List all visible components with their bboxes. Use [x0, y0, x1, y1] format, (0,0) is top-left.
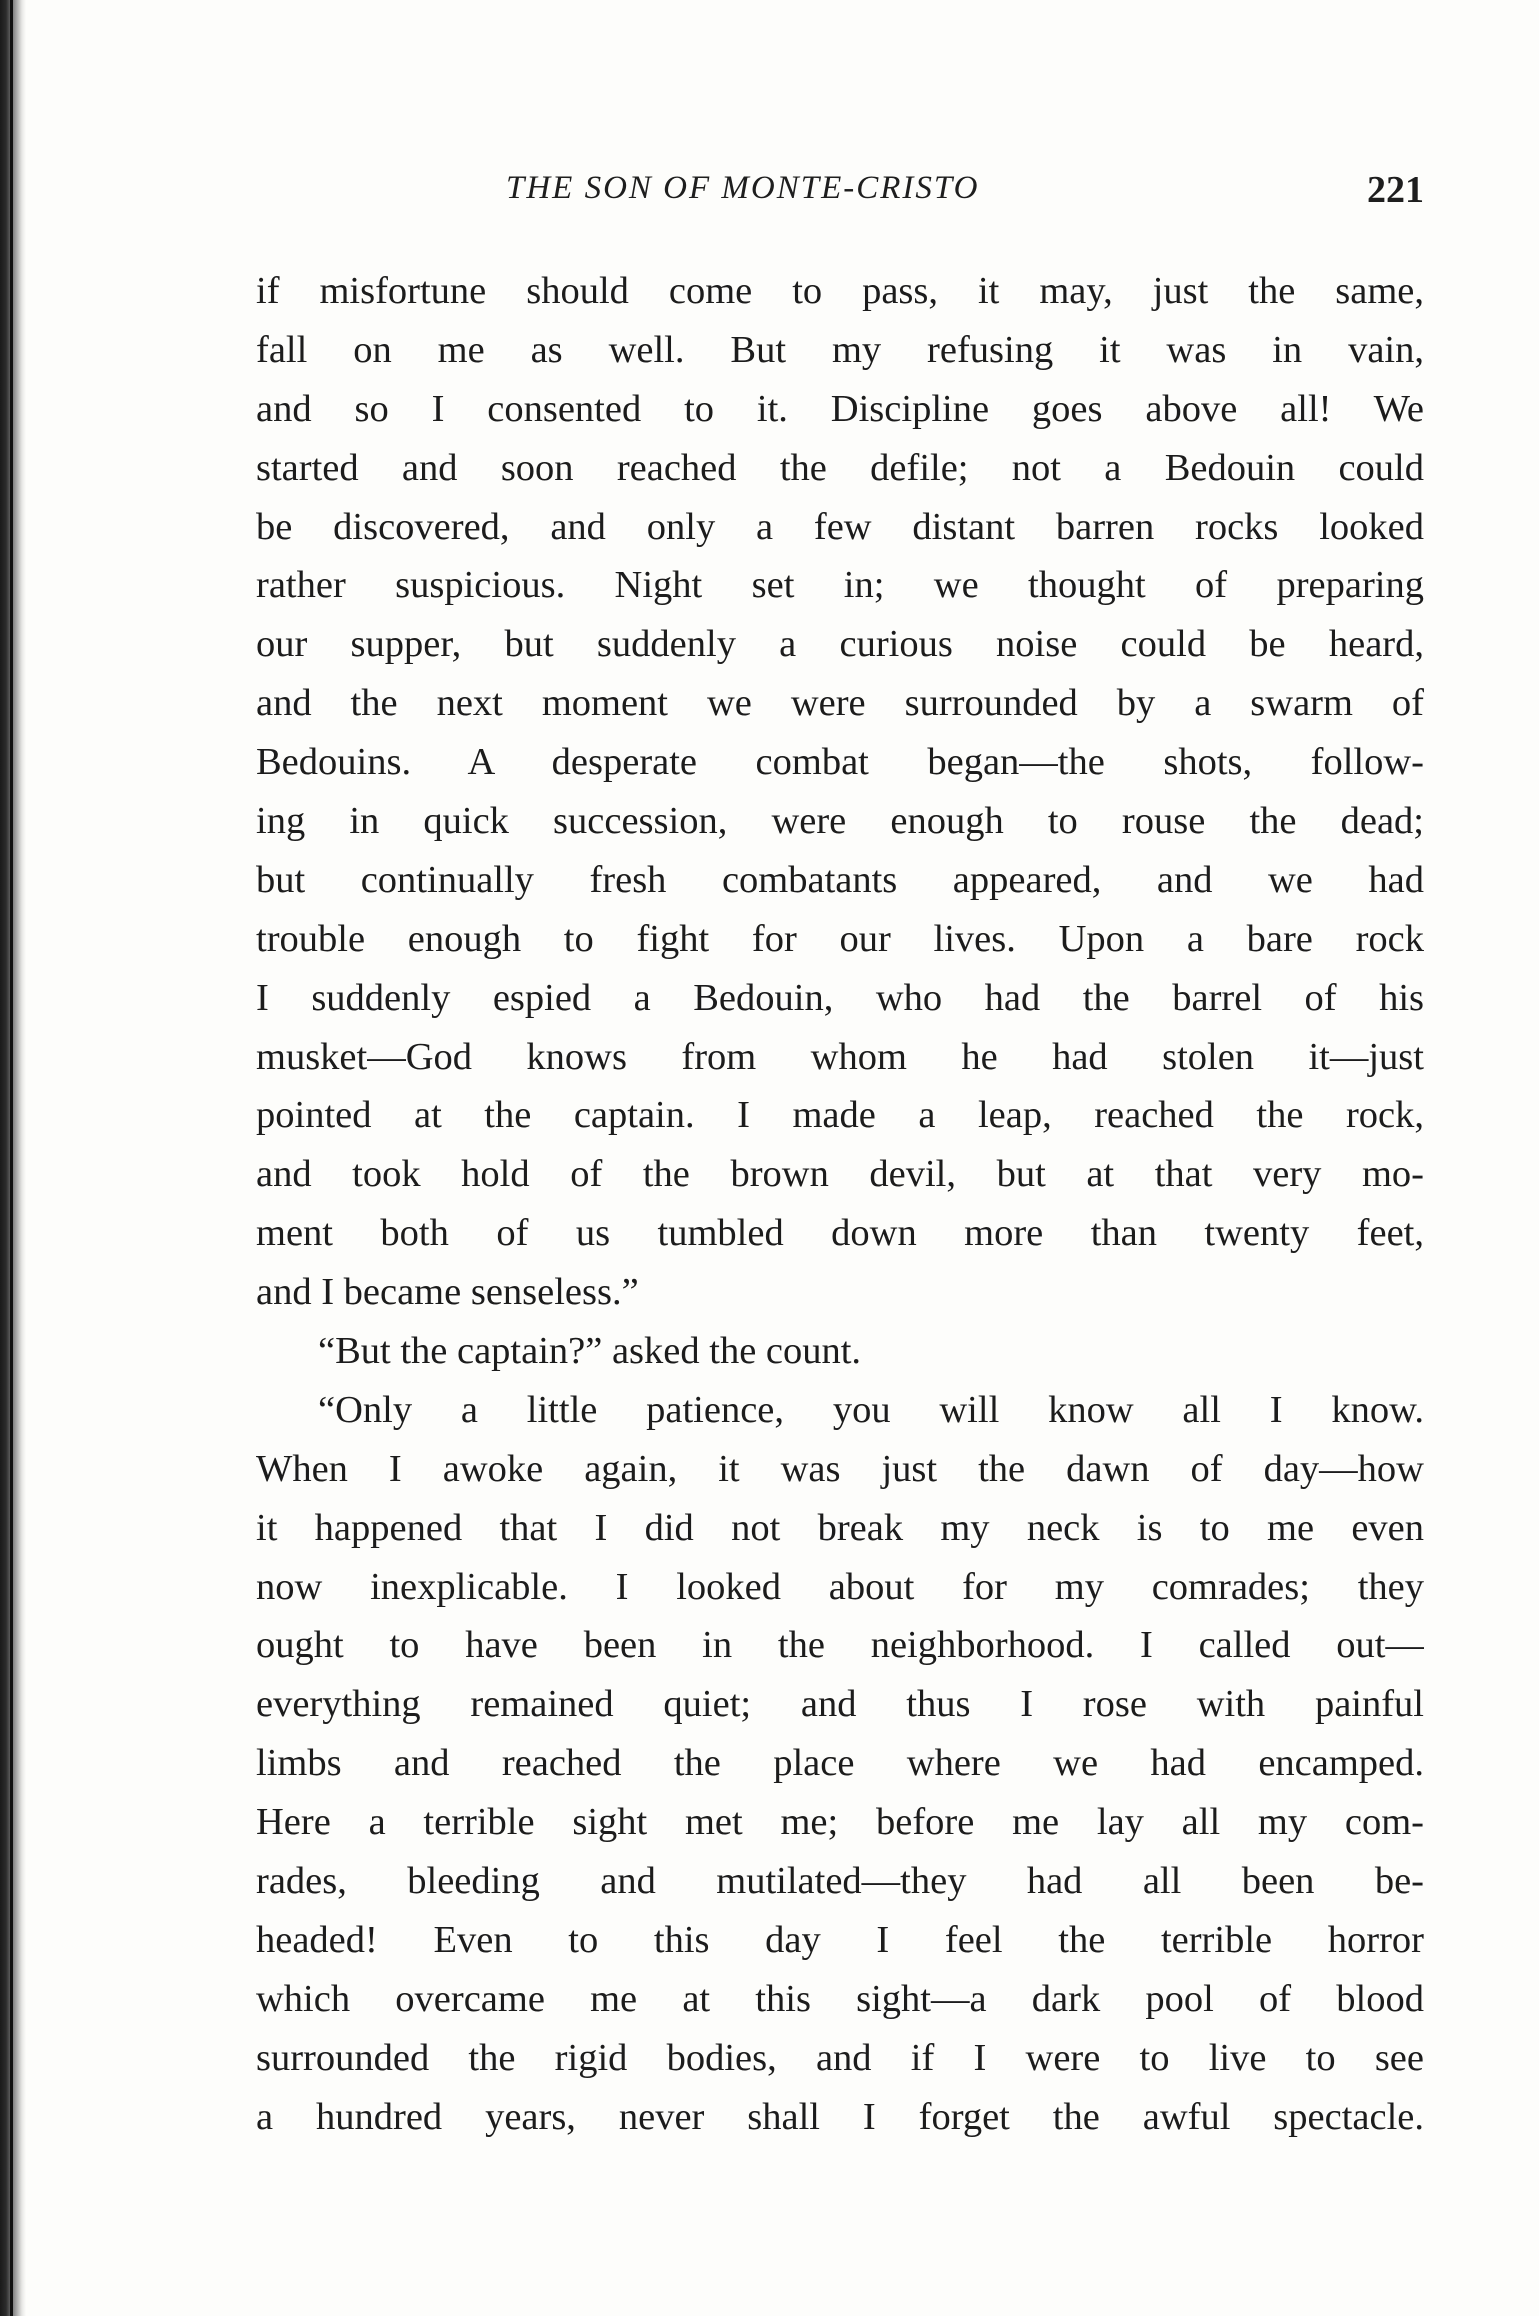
body-text: [256, 262, 1424, 2147]
binding-edge: [0, 0, 26, 2316]
text-line: musket—God knows from whom he had stolen it—just: [256, 1035, 1424, 1078]
text-line: rades, bleeding and mutilated—they had all been be-: [256, 1860, 1424, 1903]
page-number: 221: [1367, 169, 1424, 211]
text-line: ment both of us tumbled down more than twenty feet,: [256, 1212, 1424, 1255]
text-line: now inexplicable. I looked about for my comrades; they: [256, 1565, 1424, 1608]
text-line: be discovered, and only a few distant barren rocks looked: [256, 505, 1424, 548]
text-line: and the next moment we were surrounded by a swarm of: [256, 682, 1424, 725]
text-line: but continually fresh combatants appeared, and we had: [256, 858, 1424, 901]
text-line: pointed at the captain. I made a leap, reached the rock,: [256, 1094, 1424, 1137]
text-line: everything remained quiet; and thus I rose with painful: [256, 1683, 1424, 1726]
text-line: it happened that I did not break my neck is to me even: [256, 1506, 1424, 1549]
text-line: and took hold of the brown devil, but at that very mo-: [256, 1153, 1424, 1196]
running-title: THE SON OF MONTE-CRISTO: [506, 170, 980, 206]
dialogue-line: “But the captain?” asked the count.: [318, 1330, 862, 1373]
text-line: trouble enough to fight for our lives. Upon a bare rock: [256, 917, 1424, 960]
text-line: I suddenly espied a Bedouin, who had the barrel of his: [256, 976, 1424, 1019]
text-line: started and soon reached the defile; not a Bedouin could: [256, 446, 1424, 489]
text-line: When I awoke again, it was just the dawn of day—how: [256, 1447, 1424, 1490]
text-line: our supper, but suddenly a curious noise could be heard,: [256, 623, 1424, 666]
text-line: surrounded the rigid bodies, and if I were to live to see: [256, 2036, 1424, 2079]
text-line: a hundred years, never shall I forget the awful spectacle.: [256, 2095, 1424, 2138]
text-line: Here a terrible sight met me; before me lay all my com-: [256, 1801, 1424, 1844]
paragraph-end-line: and I became senseless.”: [256, 1271, 639, 1314]
text-line: ought to have been in the neighborhood. I called out—: [256, 1624, 1424, 1667]
binding-shadow-line: [10, 0, 13, 2316]
text-line: limbs and reached the place where we had encamped.: [256, 1742, 1424, 1785]
text-line: if misfortune should come to pass, it may, just the same,: [256, 270, 1424, 312]
text-line: and so I consented to it. Discipline goes above all! We: [256, 387, 1424, 430]
text-line: rather suspicious. Night set in; we thought of preparing: [256, 564, 1424, 607]
running-head: [256, 170, 1424, 220]
text-line: which overcame me at this sight—a dark pool of blood: [256, 1977, 1424, 2020]
text-line: Bedouins. A desperate combat began—the shots, follow-: [256, 741, 1424, 784]
text-line: headed! Even to this day I feel the terrible horror: [256, 1918, 1424, 1961]
paragraph-start-line: “Only a little patience, you will know all I know.: [318, 1388, 1424, 1431]
text-line: fall on me as well. But my refusing it was in vain,: [256, 328, 1424, 371]
text-line: ing in quick succession, were enough to rouse the dead;: [256, 800, 1424, 843]
